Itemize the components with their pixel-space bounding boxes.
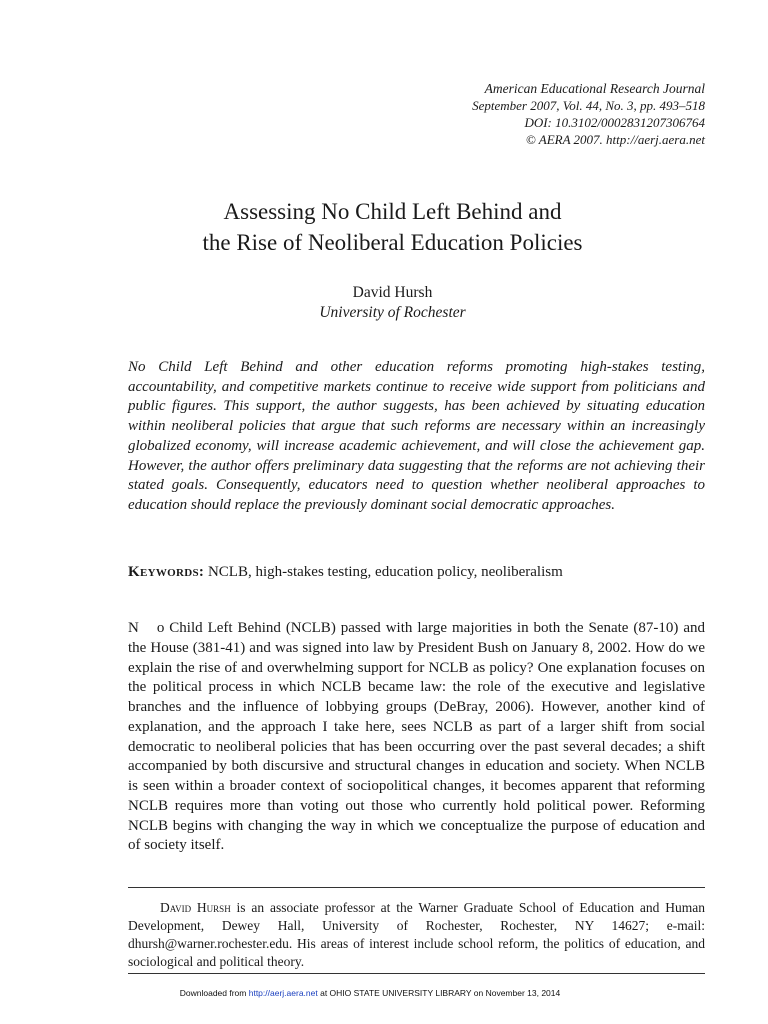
download-link[interactable]: http://aerj.aera.net bbox=[248, 988, 318, 998]
footnote-text: is an associate professor at the Warner Graduate School of Education and Human Development, Dewey Hall, University of Rochester, Rochester, NY 14627; e-mail: dhursh@warner.rochester.edu. His areas of interest include school reform, the politics of education, and sociological and political theory. bbox=[128, 900, 705, 969]
title-line-1: Assessing No Child Left Behind and bbox=[223, 199, 562, 224]
doi: DOI: 10.3102/0002831207306764 bbox=[524, 115, 705, 130]
issue-info: September 2007, Vol. 44, No. 3, pp. 493–518 bbox=[472, 98, 705, 113]
copyright: © AERA 2007. http://aerj.aera.net bbox=[525, 132, 705, 147]
footnote-author-name: David Hursh bbox=[160, 900, 231, 915]
bottom-divider bbox=[128, 973, 705, 974]
journal-header bbox=[285, 80, 705, 148]
download-prefix: Downloaded from bbox=[179, 988, 249, 998]
article-title bbox=[80, 196, 705, 258]
author-name: David Hursh bbox=[352, 284, 433, 301]
footnote-divider bbox=[128, 887, 705, 888]
abstract: No Child Left Behind and other education reforms promoting high-stakes testing, accountability, and competitive markets continue to receive wide support from politicians and public figures. This support, the author suggests, has been achieved by situating education within neoliberal policies that argue that such reforms are necessary within an increasingly globalized economy, will increase academic achievement, and will close the achievement gap. However, the author offers preliminary data suggesting that the reforms are not achieving their stated goals. Consequently, educators need to question whether neoliberal approaches to education should replace the previously dominant social democratic approaches. bbox=[128, 359, 705, 513]
keywords-label: Keywords: bbox=[128, 564, 205, 580]
title-line-2: the Rise of Neoliberal Education Policies bbox=[202, 230, 583, 255]
body-opening-text: o Child Left Behind (NCLB) passed with large majorities in both the Senate (87-10) and the House (381-41) and was signed into law by President Bush on January 8, 2002. How do we explain the rise of and overwhelming support for NCLB as policy? One explanation focuses on the political process in which NCLB became law: the role of the executive and legislative branches and the influence of lobbying groups (DeBray, 2006). However, another kind of explanation, and the approach I take here, sees NCLB as part of a larger shift from social democratic to neoliberal policies that has been occurring over the past several decades; a shift accompanied by both discursive and structural changes in education and society. When NCLB is seen within a broader context of sociopolitical changes, it becomes apparent that reforming NCLB requires more than voting out those who currently hold political power. Reforming NCLB begins with changing the way in which we conceptualize the purpose of education and of society itself. bbox=[128, 620, 705, 854]
author-affiliation: University of Rochester bbox=[319, 304, 466, 321]
journal-name: American Educational Research Journal bbox=[484, 81, 705, 96]
author-footnote bbox=[128, 899, 705, 971]
keywords bbox=[128, 562, 705, 582]
keywords-list: NCLB, high-stakes testing, education policy, neoliberalism bbox=[207, 564, 563, 580]
download-notice bbox=[0, 988, 754, 998]
dropcap: N bbox=[128, 620, 139, 636]
body-paragraph bbox=[128, 619, 705, 856]
download-suffix: at OHIO STATE UNIVERSITY LIBRARY on November 13, 2014 bbox=[317, 988, 561, 998]
